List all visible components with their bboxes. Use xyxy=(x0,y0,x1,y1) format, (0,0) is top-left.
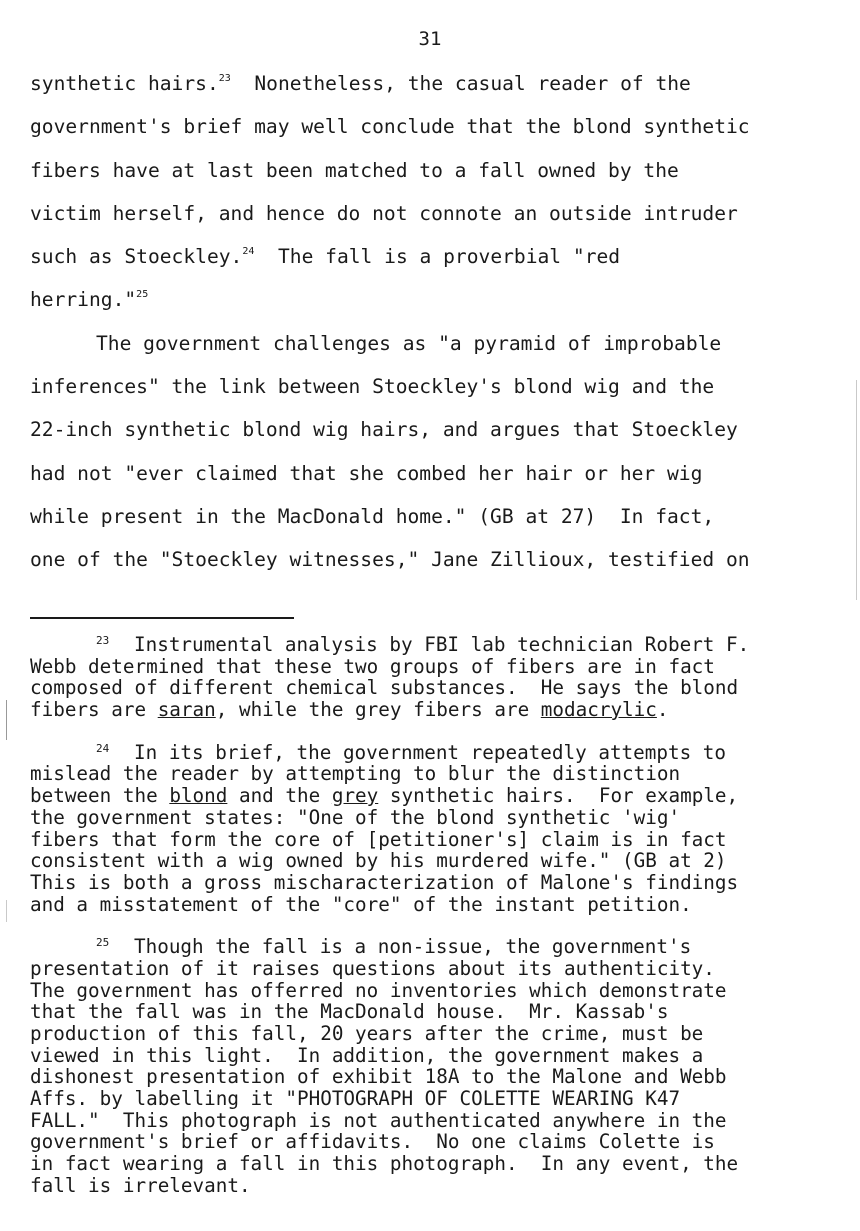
footnote-line: fall is irrelevant. xyxy=(30,1173,251,1197)
footnotes xyxy=(30,634,850,1218)
footnote-line xyxy=(30,699,850,721)
page-number: 31 xyxy=(418,28,442,50)
body-line xyxy=(30,278,850,321)
underlined-term: modacrylic xyxy=(540,698,657,722)
footnote-ref-23: 23 xyxy=(218,73,231,84)
body-text xyxy=(30,62,850,582)
footnote-line: Webb determined that these two groups of fibers are in fact xyxy=(30,654,715,678)
footnote-line: the government states: "One of the blond synthetic 'wig' xyxy=(30,805,681,829)
footnote-line: presentation of it raises questions about its authenticity. xyxy=(30,956,715,980)
footnote-24 xyxy=(30,742,850,916)
footnote-text: In its brief, the government repeatedly attempts to xyxy=(134,740,727,764)
footnote-line: mislead the reader by attempting to blur the distinction xyxy=(30,762,681,786)
footnote-text: , while the grey fibers are xyxy=(215,698,541,722)
body-text-run: The fall is a proverbial "red xyxy=(254,245,621,269)
footnote-line: This is both a gross mischaracterization of Malone's findings xyxy=(30,870,739,894)
body-line: government's brief may well conclude that the blond synthetic xyxy=(30,115,750,139)
footnote-25 xyxy=(30,936,850,1196)
body-text-run: herring." xyxy=(30,288,137,312)
footnote-line: 25 Though the fall is a non-issue, the government's xyxy=(96,935,692,959)
footnote-line: FALL." This photograph is not authenticated anywhere in the xyxy=(30,1108,727,1132)
footnote-line: The government has offerred no inventories which demonstrate xyxy=(30,978,727,1002)
body-line xyxy=(30,235,850,278)
body-line: had not "ever claimed that she combed her hair or her wig xyxy=(30,461,703,485)
underlined-term: grey xyxy=(331,784,379,808)
footnote-text: fibers are xyxy=(30,698,158,722)
footnote-line: production of this fall, 20 years after the crime, must be xyxy=(30,1022,704,1045)
footnote-line: 23 Instrumental analysis by FBI lab technician Robert F. xyxy=(96,633,750,656)
body-line: fibers have at last been matched to a fall owned by the xyxy=(30,158,679,182)
scan-artifact xyxy=(6,700,7,740)
footnote-line: in fact wearing a fall in this photograph. In any event, the xyxy=(30,1152,739,1176)
body-line: victim herself, and hence do not connote an outside intruder xyxy=(30,201,738,225)
body-line: The government challenges as "a pyramid of improbable xyxy=(96,331,722,355)
body-text-run: such as Stoeckley. xyxy=(30,245,243,269)
body-text-run: Nonetheless, the casual reader of the xyxy=(230,72,691,95)
footnote-line: consistent with a wig owned by his murdered wife." (GB at 2) xyxy=(30,849,727,873)
body-line: one of the "Stoeckley witnesses," Jane Zillioux, testified on xyxy=(30,548,750,572)
footnote-text: and the xyxy=(227,784,332,808)
footnote-line: 24 In its brief, the government repeatedly attempts to xyxy=(96,740,727,764)
footnote-line: Affs. by labelling it "PHOTOGRAPH OF COLETTE WEARING K47 xyxy=(30,1087,681,1111)
footnote-line: that the fall was in the MacDonald house. Mr. Kassab's xyxy=(30,1000,669,1024)
footnote-ref-25: 25 xyxy=(136,289,149,301)
footnote-line: and a misstatement of the "core" of the instant petition. xyxy=(30,892,692,916)
footnote-line: government's brief or affidavits. No one claims Colette is xyxy=(30,1130,715,1154)
underlined-term: saran xyxy=(157,698,216,722)
footnote-line: dishonest presentation of exhibit 18A to the Malone and Webb xyxy=(30,1065,727,1089)
footnote-text: synthetic hairs. For example, xyxy=(378,784,739,808)
footnote-23 xyxy=(30,634,850,721)
underlined-term: blond xyxy=(169,784,228,808)
footnote-text: between the xyxy=(30,784,170,808)
footnote-line: viewed in this light. In addition, the government makes a xyxy=(30,1043,704,1067)
body-line: 22-inch synthetic blond wig hairs, and argues that Stoeckley xyxy=(30,418,738,442)
scan-artifact xyxy=(6,900,7,922)
body-line: while present in the MacDonald home." (GB at 27) In fact, xyxy=(30,504,715,528)
footnote-line: fibers that form the core of [petitioner's] claim is in fact xyxy=(30,827,727,851)
footnote-ref-24: 24 xyxy=(242,246,255,258)
footnote-separator xyxy=(30,617,294,619)
footnote-text: Instrumental analysis by FBI lab technician Robert F. xyxy=(134,633,750,656)
body-line: inferences" the link between Stoeckley's blond wig and the xyxy=(30,375,715,399)
footnote-line: composed of different chemical substances. He says the blond xyxy=(30,676,739,700)
footnote-text: . xyxy=(656,698,669,722)
footnote-line xyxy=(30,785,850,807)
scan-artifact xyxy=(856,380,857,600)
footnote-text: Though the fall is a non-issue, the government's xyxy=(134,935,692,959)
body-text-run: synthetic hairs. xyxy=(30,72,219,95)
body-line xyxy=(30,62,850,105)
